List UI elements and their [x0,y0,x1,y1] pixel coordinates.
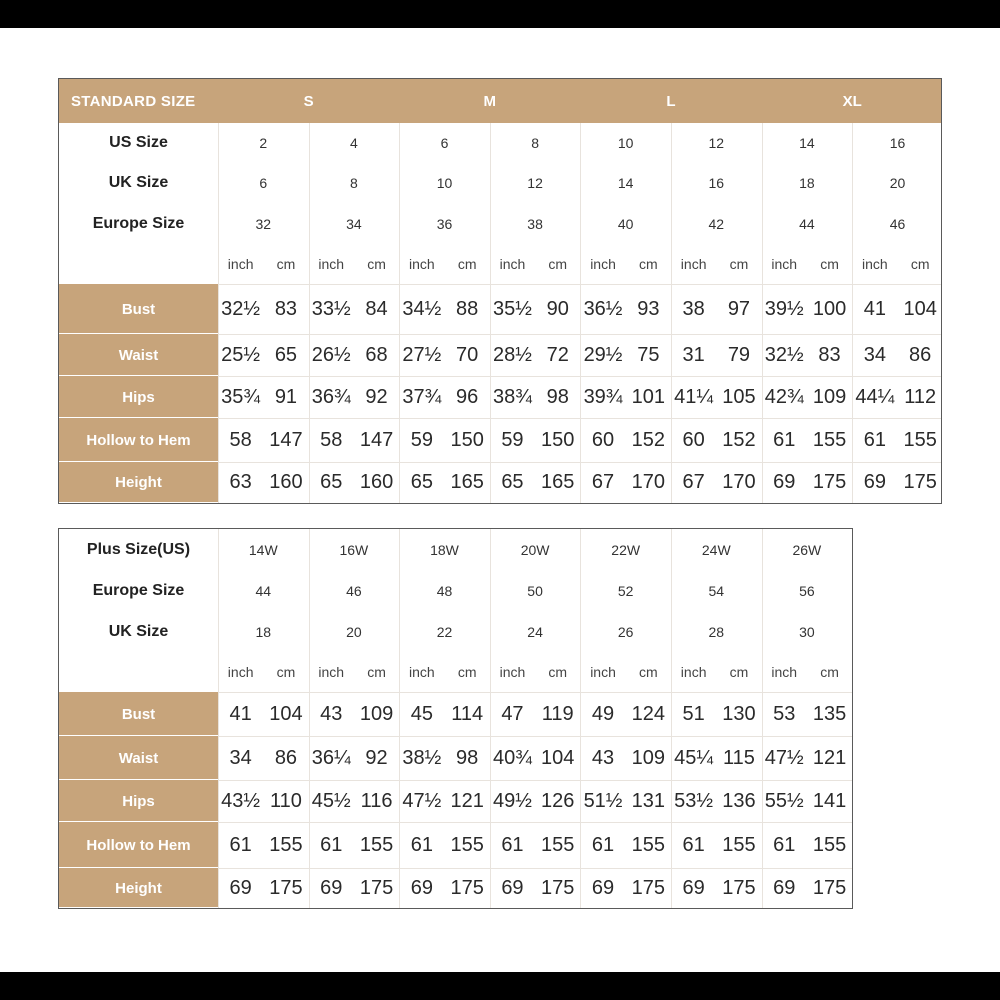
measurement-value: 67 [591,471,615,493]
size-value: 28 [708,623,725,640]
column-divider [218,529,219,908]
measurement-value: 69 [410,876,433,899]
measurement-value: 121 [450,789,484,812]
measurement-value: 38½ [402,746,442,769]
measurement-value: 32½ [764,343,804,366]
measurement-value: 25½ [221,343,261,366]
measurement-label-bust: Bust [121,300,156,318]
measurement-value: 55½ [764,789,804,812]
unit-label-inch: inch [771,256,798,272]
measurement-value: 40¾ [492,746,532,769]
size-value: 10 [617,135,634,151]
size-value: 36 [436,215,453,232]
measurement-value: 34 [229,746,252,769]
column-divider [490,123,491,503]
measurement-value: 67 [682,471,705,493]
size-row-label: UK Size [108,622,169,640]
measurement-value: 69 [501,876,524,899]
measurement-label-waist: Waist [118,749,159,767]
measurement-value: 84 [365,297,388,320]
measurement-value: 65 [320,471,343,493]
size-value: 44 [799,215,815,232]
measurement-label-height: Height [115,879,162,897]
measurement-value: 61 [773,833,796,856]
size-value: 42 [708,215,725,232]
measurement-value: 59 [501,428,524,451]
measurement-value: 69 [591,876,615,899]
row-divider [218,736,852,737]
measurement-value: 101 [631,385,666,408]
measurement-value: 150 [450,428,484,451]
row-divider [218,868,852,869]
unit-label-cm: cm [639,664,658,680]
measurement-value: 37¾ [402,385,442,408]
measurement-value: 69 [773,876,796,899]
measurement-value: 104 [269,702,303,725]
measurement-value: 61 [320,833,343,856]
measurement-value: 33½ [311,297,351,320]
measurement-value: 69 [863,471,886,493]
measurement-value: 68 [365,343,388,366]
column-divider [762,123,763,503]
column-divider [671,123,672,503]
size-value: 22 [436,623,453,640]
size-value: 30 [799,623,815,640]
unit-label-cm: cm [729,664,749,680]
section-divider [218,692,852,693]
size-value: 16W [339,542,369,558]
measurement-label-hollow-to-hem: Hollow to Hem [86,836,191,854]
measurement-label-hollow-to-hem: Hollow to Hem [86,431,191,449]
measurement-value: 155 [812,833,847,856]
measurement-value: 58 [229,428,252,451]
measurement-value: 175 [812,876,847,899]
measurement-value: 175 [812,471,847,493]
measurement-value: 61 [501,833,524,856]
measurement-value: 104 [541,746,575,769]
measurement-value: 170 [631,471,666,493]
unit-label-inch: inch [227,256,254,272]
measurement-value: 51 [682,702,705,725]
measurement-value: 92 [365,385,388,408]
measurement-value: 29½ [583,343,623,366]
unit-label-cm: cm [639,256,658,272]
measurement-value: 116 [360,789,393,812]
unit-label-cm: cm [457,256,477,272]
measurement-value: 110 [270,789,302,812]
measurement-value: 70 [456,343,479,366]
column-divider [399,123,400,503]
measurement-value: 100 [812,297,847,320]
standard-size-heading: STANDARD SIZE [71,92,196,110]
size-value: 8 [531,135,539,151]
measurement-value: 109 [359,702,394,725]
measurement-value: 61 [773,428,796,451]
unit-label-inch: inch [590,664,616,680]
measurement-value: 112 [904,385,937,408]
unit-label-inch: inch [499,664,526,680]
measurement-value: 41¼ [674,385,714,408]
measurement-value: 147 [359,428,394,451]
unit-label-cm: cm [457,664,477,680]
measurement-value: 43 [320,702,343,725]
measurement-value: 175 [269,876,303,899]
size-value: 34 [346,215,362,232]
size-row-label: Europe Size [92,214,185,232]
size-value: 24 [527,623,543,640]
unit-label-cm: cm [367,256,386,272]
column-divider [490,529,491,908]
measurement-value: 61 [863,428,886,451]
measurement-value: 155 [541,833,575,856]
measurement-value: 114 [451,702,484,725]
measurement-label-hips: Hips [122,388,155,406]
size-value: 20 [346,623,362,640]
top-frame-band [0,0,1000,28]
size-value: 14W [248,542,278,558]
measurement-value: 79 [727,343,751,366]
size-group-s: S [303,92,314,110]
measurement-value: 47½ [402,789,442,812]
size-value: 38 [527,215,543,232]
size-value: 44 [255,583,272,599]
measurement-value: 86 [274,746,298,769]
measurement-value: 160 [269,471,303,493]
unit-label-inch: inch [771,664,798,680]
measurement-value: 152 [631,428,666,451]
measurement-label-hips: Hips [122,792,155,810]
size-value: 26W [792,542,822,558]
size-group-xl: XL [842,92,862,110]
unit-label-inch: inch [318,664,345,680]
measurement-value: 126 [541,789,575,812]
measurement-value: 109 [631,746,666,769]
size-value: 40 [617,215,634,232]
measurement-value: 135 [812,702,847,725]
row-divider [218,822,852,823]
column-divider [580,529,581,908]
measurement-value: 51½ [583,789,623,812]
column-divider [580,123,581,503]
measurement-value: 124 [631,702,666,725]
size-value: 16 [889,135,906,151]
measurement-value: 47 [501,702,524,725]
measurement-value: 98 [546,385,569,408]
column-divider [309,123,310,503]
measurement-value: 98 [456,746,479,769]
size-value: 50 [527,583,543,599]
measurement-label-bust: Bust [121,705,156,723]
row-divider [218,780,852,781]
size-value: 26 [617,623,634,640]
measurement-value: 121 [812,746,847,769]
unit-label-inch: inch [680,664,707,680]
measurement-value: 165 [450,471,484,493]
measurement-value: 39½ [764,297,804,320]
measurement-value: 175 [450,876,484,899]
measurement-value: 53 [773,702,796,725]
measurement-value: 155 [450,833,484,856]
measurement-value: 155 [722,833,756,856]
size-value: 54 [708,583,725,599]
measurement-value: 60 [591,428,615,451]
measurement-value: 34½ [402,297,442,320]
measurement-value: 175 [631,876,666,899]
measurement-value: 69 [773,471,796,493]
plus-size-chart [58,528,853,909]
measurement-value: 130 [722,702,756,725]
size-value: 20W [520,542,550,558]
size-value: 2 [259,135,268,151]
measurement-value: 58 [320,428,343,451]
measurement-value: 83 [274,297,298,320]
size-value: 18 [255,623,272,640]
measurement-value: 45 [410,702,433,725]
measurement-value: 41 [863,297,886,320]
measurement-value: 65 [274,343,298,366]
measurement-value: 155 [269,833,303,856]
size-value: 8 [349,175,358,191]
size-row-label: US Size [109,134,168,151]
measurement-value: 49 [591,702,615,725]
size-value: 16 [708,175,725,191]
measurement-value: 45½ [311,789,351,812]
measurement-value: 44¼ [855,385,895,408]
measurement-value: 92 [365,746,388,769]
measurement-value: 43½ [221,789,261,812]
size-row-label: Plus Size(US) [86,541,191,558]
size-value: 52 [617,583,634,599]
measurement-value: 175 [903,471,937,493]
size-value: 46 [346,583,362,599]
measurement-value: 53½ [674,789,714,812]
measurement-value: 69 [320,876,343,899]
measurement-value: 43 [591,746,615,769]
measurement-value: 61 [591,833,615,856]
column-divider [762,529,763,908]
size-value: 12 [527,175,543,191]
column-divider [399,529,400,908]
measurement-value: 91 [274,385,298,408]
measurement-value: 63 [229,471,252,493]
size-value: 6 [440,135,449,151]
size-value: 46 [889,215,906,232]
measurement-value: 155 [903,428,937,451]
measurement-value: 86 [909,343,932,366]
size-value: 18W [430,542,459,558]
measurement-value: 115 [723,746,755,769]
measurement-value: 32½ [221,297,261,320]
unit-label-cm: cm [820,664,839,680]
column-divider [671,529,672,908]
measurement-value: 41 [229,702,252,725]
unit-label-inch: inch [861,256,888,272]
measurement-value: 36½ [583,297,623,320]
unit-label-cm: cm [820,256,839,272]
measurement-value: 119 [541,702,574,725]
measurement-value: 69 [682,876,705,899]
unit-label-cm: cm [548,256,568,272]
size-value: 4 [349,135,358,151]
measurement-value: 90 [546,297,569,320]
measurement-value: 155 [812,428,847,451]
measurement-value: 65 [410,471,433,493]
measurement-value: 28½ [492,343,532,366]
measurement-value: 150 [541,428,575,451]
size-row-label: UK Size [108,174,169,191]
measurement-value: 31 [682,343,705,366]
unit-label-cm: cm [548,664,568,680]
measurement-value: 69 [229,876,252,899]
measurement-label-waist: Waist [118,346,159,364]
unit-label-cm: cm [729,256,749,272]
measurement-value: 141 [812,789,847,812]
measurement-value: 165 [541,471,575,493]
measurement-value: 42¾ [764,385,804,408]
measurement-value: 38 [682,297,705,320]
measurement-value: 72 [546,343,569,366]
size-value: 48 [436,583,453,599]
size-value: 20 [889,175,906,191]
measurement-value: 136 [722,789,756,812]
size-value: 10 [436,175,453,191]
measurement-value: 75 [637,343,660,366]
measurement-value: 109 [812,385,847,408]
measurement-value: 61 [229,833,252,856]
unit-label-inch: inch [227,664,254,680]
size-value: 24W [701,542,731,558]
measurement-value: 155 [631,833,666,856]
size-value: 6 [259,175,268,191]
size-group-m: M [483,92,497,110]
size-value: 14 [799,135,815,151]
measurement-label-height: Height [115,474,162,491]
measurement-value: 59 [410,428,433,451]
measurement-value: 170 [722,471,756,493]
measurement-value: 38¾ [492,385,532,408]
measurement-value: 34 [863,343,886,366]
measurement-value: 152 [722,428,756,451]
measurement-value: 61 [410,833,433,856]
bottom-frame-band [0,972,1000,1000]
measurement-value: 61 [682,833,705,856]
measurement-value: 104 [903,297,937,320]
measurement-value: 96 [456,385,479,408]
size-value: 12 [708,135,725,151]
measurement-value: 36¾ [311,385,351,408]
measurement-value: 45¼ [674,746,714,769]
size-value: 22W [611,542,641,558]
measurement-value: 97 [727,297,751,320]
measurement-value: 35¾ [221,385,261,408]
column-divider [309,529,310,908]
unit-label-cm: cm [367,664,386,680]
measurement-value: 65 [501,471,524,493]
unit-label-inch: inch [408,664,435,680]
measurement-value: 175 [541,876,575,899]
size-value: 18 [799,175,815,191]
measurement-value: 175 [722,876,756,899]
column-divider [218,123,219,503]
measurement-value: 93 [637,297,660,320]
size-row-label: Europe Size [92,582,185,599]
unit-label-inch: inch [408,256,435,272]
measurement-value: 36¼ [311,746,351,769]
unit-label-cm: cm [276,256,296,272]
size-value: 14 [617,175,634,191]
measurement-value: 155 [359,833,394,856]
measurement-value: 39¾ [583,385,623,408]
unit-label-inch: inch [318,256,345,272]
unit-label-cm: cm [910,256,930,272]
size-value: 32 [255,215,272,232]
measurement-value: 49½ [492,789,532,812]
unit-label-inch: inch [499,256,526,272]
measurement-value: 105 [722,385,756,408]
measurement-value: 35½ [492,297,532,320]
measurement-value: 60 [682,428,705,451]
size-group-l: L [666,92,676,110]
measurement-value: 160 [359,471,394,493]
unit-label-cm: cm [276,664,296,680]
measurement-value: 47½ [764,746,804,769]
section-divider [218,284,942,285]
unit-label-inch: inch [680,256,707,272]
size-value: 56 [799,583,815,599]
measurement-value: 175 [359,876,394,899]
standard-size-chart [58,78,942,504]
measurement-value: 131 [631,789,666,812]
measurement-value: 26½ [311,343,351,366]
measurement-value: 83 [818,343,841,366]
measurement-value: 147 [269,428,303,451]
measurement-value: 88 [456,297,479,320]
measurement-value: 27½ [402,343,442,366]
unit-label-inch: inch [590,256,616,272]
column-divider [852,123,853,503]
